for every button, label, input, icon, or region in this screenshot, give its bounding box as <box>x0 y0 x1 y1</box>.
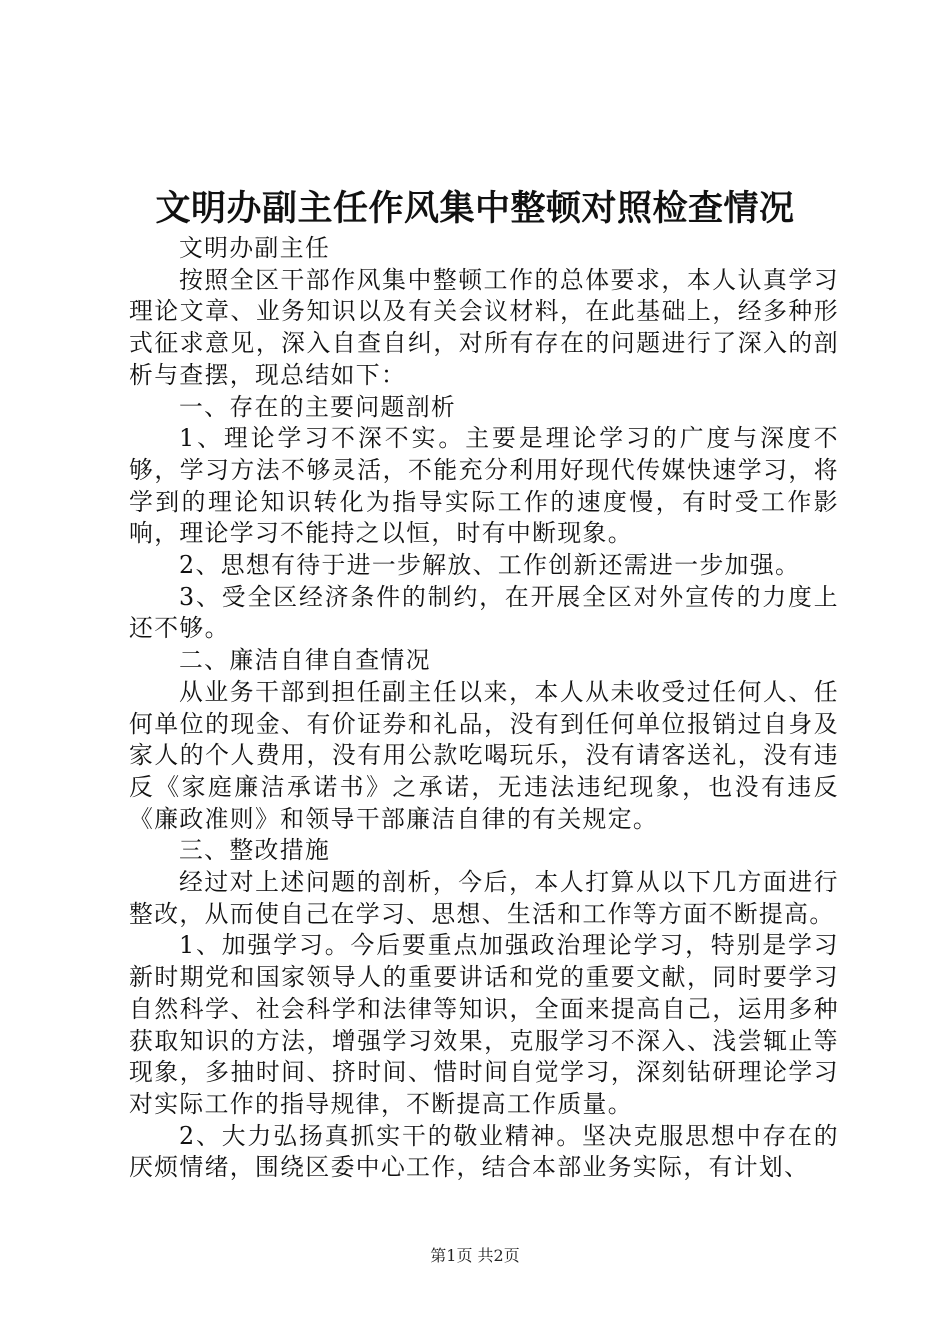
document-body <box>129 233 839 1184</box>
page-number-footer: 第1页 共2页 <box>430 1246 520 1265</box>
integrity-paragraph: 从业务干部到担任副主任以来，本人从未收受过任何人、任何单位的现金、有价证券和礼品，没有到任何单位报销过自身及家人的个人费用，没有用公款吃喝玩乐，没有请客送礼，没有违反《家庭廉洁承诺书》之承诺，无违法违纪现象，也没有违反《廉政准则》和领导干部廉洁自律的有关规定。 <box>129 677 839 833</box>
section-heading-measures: 三、整改措施 <box>178 836 331 865</box>
measure-item-1: 1、加强学习。今后要重点加强政治理论学习，特别是学习新时期党和国家领导人的重要讲话和党的重要文献，同时要学习自然科学、社会科学和法律等知识，全面来提高自己，运用多种获取知识的方法，增强学习效果，克服学习不深入、浅尝辄止等现象，多抽时间、挤时间、惜时间自觉学习，深刻钻研理论学习对实际工作的指导规律，不断提高工作质量。 <box>129 931 839 1118</box>
problem-item-2: 2、思想有待于进一步解放、工作创新还需进一步加强。 <box>178 551 801 580</box>
measure-item-2: 2、大力弘扬真抓实干的敬业精神。坚决克服思想中存在的厌烦情绪，围绕区委中心工作，结合本部业务实际，有计划、 <box>129 1121 839 1182</box>
document-title: 文明办副主任作风集中整顿对照检查情况 <box>155 188 795 229</box>
problem-item-3: 3、受全区经济条件的制约，在开展全区对外宣传的力度上还不够。 <box>129 582 839 643</box>
section-heading-problems: 一、存在的主要问题剖析 <box>178 392 457 421</box>
problem-item-1: 1、理论学习不深不实。主要是理论学习的广度与深度不够，学习方法不够灵活，不能充分利用好现代传媒快速学习，将学到的理论知识转化为指导实际工作的速度慢，有时受工作影响，理论学习不能持之以恒，时有中断现象。 <box>129 424 839 548</box>
author-line: 文明办副主任 <box>178 234 331 262</box>
measures-intro-paragraph: 经过对上述问题的剖析，今后，本人打算从以下几方面进行整改，从而使自己在学习、思想、生活和工作等方面不断提高。 <box>129 868 839 928</box>
section-heading-integrity: 二、廉洁自律自查情况 <box>178 646 431 675</box>
intro-paragraph: 按照全区干部作风集中整顿工作的总体要求，本人认真学习理论文章、业务知识以及有关会议材料，在此基础上，经多种形式征求意见，深入自查自纠，对所有存在的问题进行了深入的剖析与查摆，现总结如下： <box>129 265 839 389</box>
